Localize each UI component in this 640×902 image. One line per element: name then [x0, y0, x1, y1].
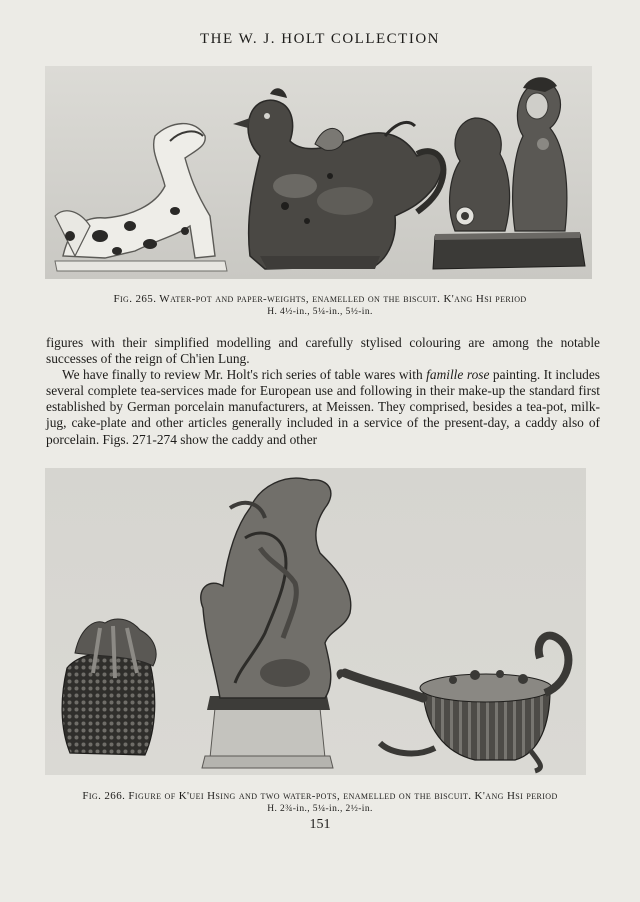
figure-266-photograph — [45, 468, 586, 775]
paragraph-continuation: figures with their simplified modelling and carefully stylised colouring are among the notable successes of the reign of Ch'ien Lung. — [46, 335, 600, 367]
figure-266-caption-title: Fig. 266. Figure of K'uei Hsing and two water-pots, enamelled on the biscuit. K'ang Hsi period — [82, 790, 558, 802]
paragraph-table-wares-rest: painting. It includes several complete tea-services made for European use and following in their make-up the standard first established by German porcelain manufacturers, at Meissen. They comprised, besides a tea-pot, milk-jug, cake-plate and other articles generally included in a service of the present-day, a caddy also of porcelain. Figs. 271-274 show the caddy and other — [46, 367, 600, 447]
body-text — [46, 335, 600, 448]
figure-265-caption-dimensions: H. 4½-in., 5¼-in., 5½-in. — [267, 307, 373, 317]
running-head: THE W. J. HOLT COLLECTION — [200, 31, 440, 47]
famille-rose-term: famille rose — [426, 367, 490, 383]
paragraph-table-wares — [46, 367, 600, 447]
paragraph-table-wares-lead: We have finally to review Mr. Holt's rich series of table wares with — [62, 367, 427, 383]
page-number: 151 — [309, 817, 331, 832]
figure-265-caption-title: Fig. 265. Water-pot and paper-weights, enamelled on the biscuit. K'ang Hsi period — [113, 293, 527, 305]
figure-265-photograph — [45, 66, 592, 279]
figure-265-caption — [40, 293, 600, 319]
figure-266-caption-dimensions: H. 2¾-in., 5¼-in., 2½-in. — [267, 804, 373, 814]
figure-266-caption — [40, 790, 600, 816]
